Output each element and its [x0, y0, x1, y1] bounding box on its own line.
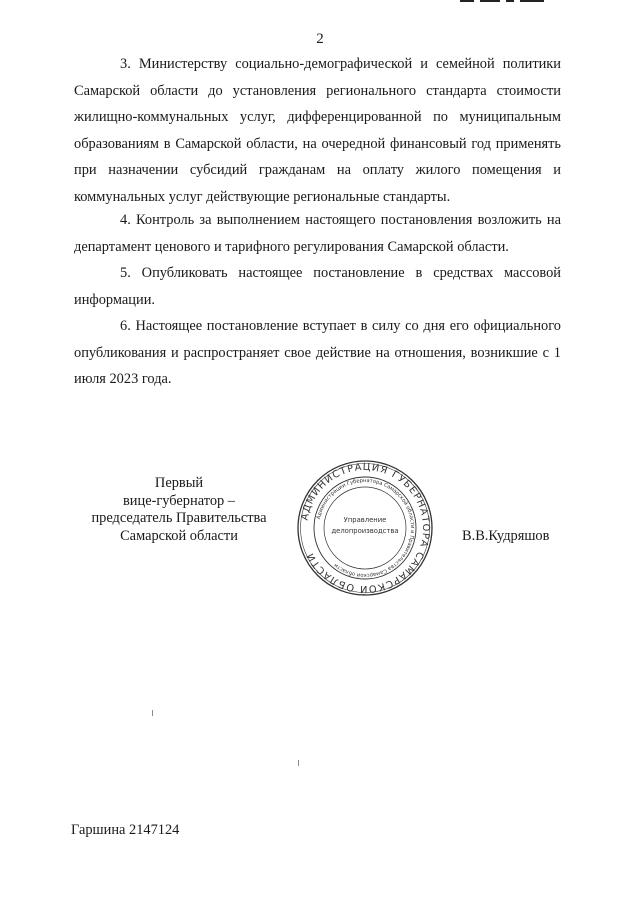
signer-name: В.В.Кудряшов — [462, 528, 550, 544]
seal-center-line: делопроизводства — [331, 527, 399, 535]
scan-edge-marks — [460, 0, 640, 3]
signer-position-line: Первый — [154, 475, 204, 491]
executor-info: Гаршина 2147124 — [71, 822, 180, 838]
signer-position-line: Самарской области — [120, 527, 238, 544]
paragraph-5: 5. Опубликовать настоящее постановление в средствах массовой информации. — [74, 265, 561, 308]
signer-position-line: вице-губернатор – — [123, 492, 235, 509]
scan-speck — [152, 710, 153, 716]
official-seal — [295, 458, 435, 598]
paragraph-4: 4. Контроль за выполнением настоящего постановления возложить на департамент ценового и тарифного регулирования Самарской области. — [74, 212, 561, 255]
seal-outer-text: АДМИНИСТРАЦИЯ ГУБЕРНАТОРА САМАРСКОЙ ОБЛАСТИ — [299, 461, 432, 595]
scan-speck — [298, 760, 299, 766]
signer-position-line: председатель Правительства — [91, 510, 267, 526]
seal-center-line: Управление — [343, 516, 387, 524]
paragraph-6: 6. Настоящее постановление вступает в силу со дня его официального опубликования и распространяет свое действие на отношения, возникшие с 1 июля 2023 года. — [74, 318, 561, 387]
page-number: 2 — [316, 31, 324, 47]
seal-inner-text: Администрации Губернатора Самарской области и Правительства Самарской области — [315, 477, 416, 579]
paragraph-3: 3. Министерству социально-демографической и семейной политики Самарской области до установления регионального стандарта стоимости жилищно-коммунальных услуг, дифференцированной по муниципальным образованиям в Самарской области, на очередной финансовый год применять при назначении субсидий гражданам на оплату жилого помещения и коммунальных услуг действующие региональные стандарты. — [74, 56, 561, 205]
signer-position — [60, 475, 298, 545]
